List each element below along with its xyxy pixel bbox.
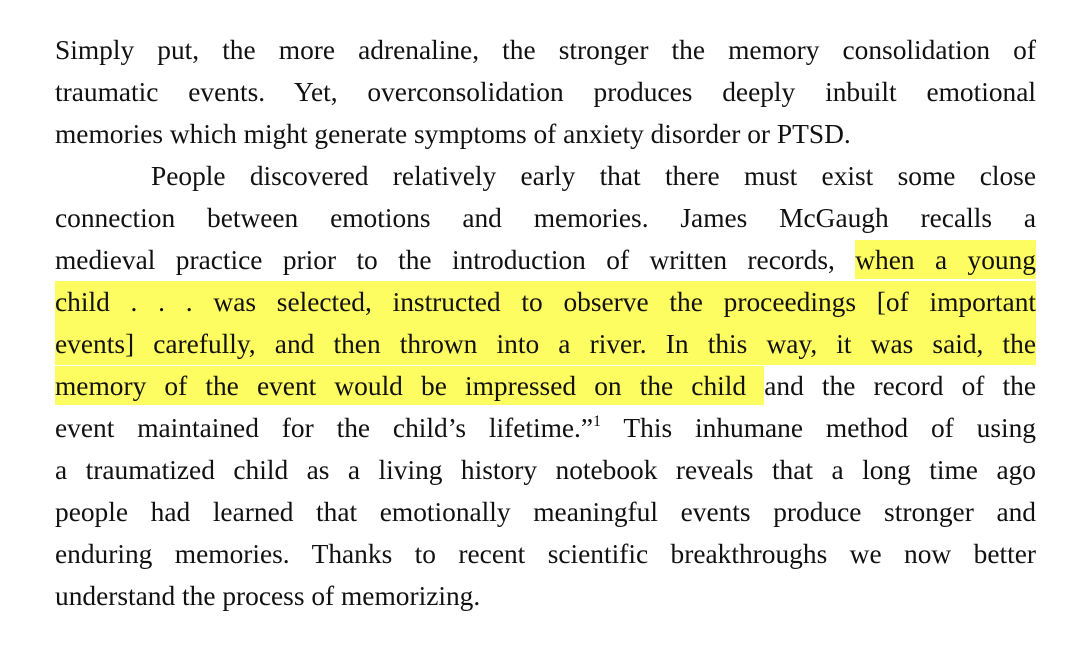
line-text: People discovered relatively early that there must exist some close (151, 161, 1036, 191)
line-text: connection between emotions and memories. James McGaugh recalls a (55, 203, 1036, 233)
text-line (55, 365, 1036, 407)
highlighted-quote: when a young (855, 240, 1036, 279)
line-text: Simply put, the more adrenaline, the stronger the memory consolidation of (55, 35, 1036, 65)
highlighted-quote: events] carefully, and then thrown into a river. In this way, it was said, the (55, 329, 1036, 359)
highlighted-quote: memory of the event would be impressed on the child (55, 366, 764, 405)
line-text: and the record of the (764, 371, 1036, 401)
text-line (55, 449, 1036, 491)
text-line (55, 197, 1036, 239)
line-text: This inhumane method of using (601, 413, 1036, 443)
line-text: enduring memories. Thanks to recent scientific breakthroughs we now better (55, 539, 1036, 569)
line-text: event maintained for the child’s lifetime.” (55, 413, 594, 443)
paragraph-first-line (55, 155, 1036, 197)
line-text: traumatic events. Yet, overconsolidation produces deeply inbuilt emotional (55, 77, 1036, 107)
document-body (55, 29, 1036, 617)
text-line (55, 491, 1036, 533)
text-line (55, 575, 1036, 617)
text-line (55, 407, 1036, 449)
text-line (55, 533, 1036, 575)
text-line (55, 113, 1036, 155)
text-line (55, 239, 1036, 281)
line-text: people had learned that emotionally meaningful events produce stronger and (55, 497, 1036, 527)
highlighted-line (55, 323, 1036, 365)
text-line (55, 71, 1036, 113)
line-text: memories which might generate symptoms of anxiety disorder or PTSD. (55, 119, 851, 149)
text-line (55, 29, 1036, 71)
line-text: medieval practice prior to the introduction of written records, (55, 245, 856, 275)
line-text: a traumatized child as a living history notebook reveals that a long time ago (55, 455, 1036, 485)
highlighted-quote: child . . . was selected, instructed to observe the proceedings [of important (55, 287, 1036, 317)
highlighted-line (55, 281, 1036, 323)
footnote-marker: 1 (593, 413, 602, 430)
line-text: understand the process of memorizing. (55, 581, 481, 611)
